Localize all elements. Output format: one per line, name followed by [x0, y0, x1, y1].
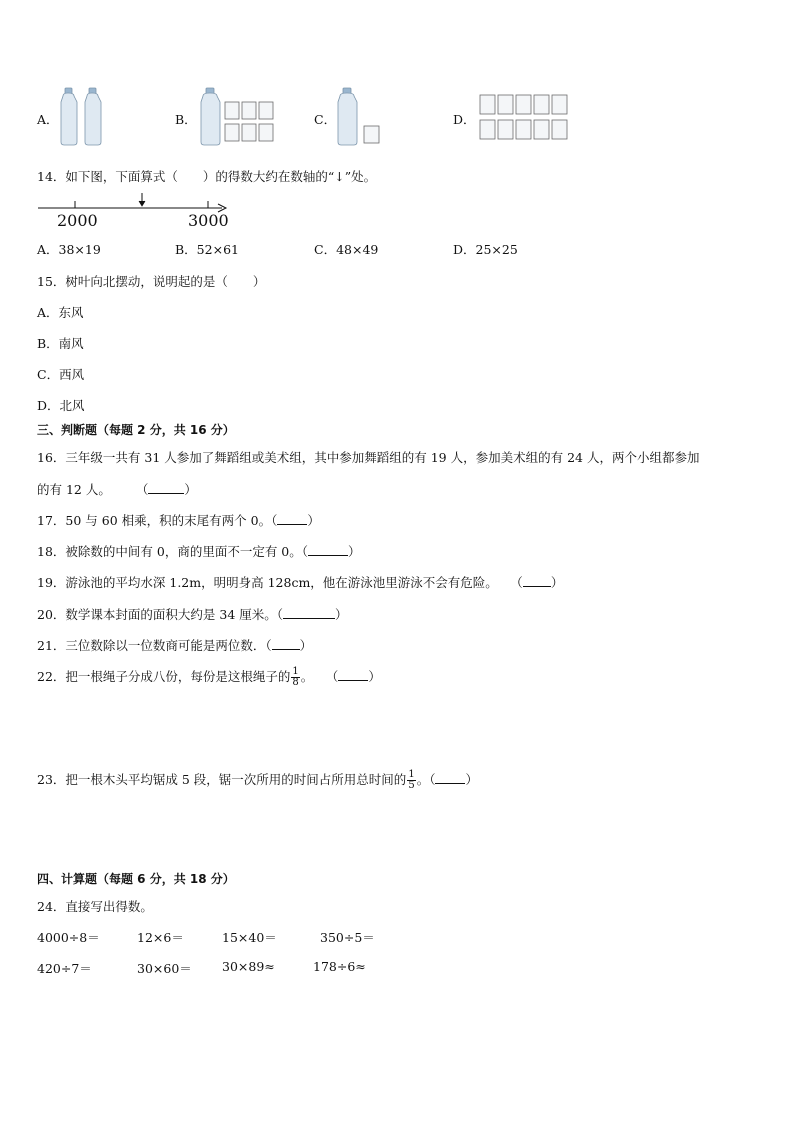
q14-question: 14．如下图，下面算式（ ）的得数大约在数轴的“↓”处。 [37, 169, 377, 184]
q16-line-2: 的有 12 人。 （ ） [37, 482, 197, 497]
calc-item: 12×6＝ [137, 930, 184, 945]
section-3-title: 三、判断题（每题 2 分，共 16 分） [37, 423, 235, 437]
q14-option-c: C．48×49 [314, 242, 379, 257]
fraction-one-fifth: $\frac{1}{5}$ [408, 769, 415, 791]
answer-blank[interactable] [277, 513, 307, 525]
q13-option-a-label: A． [37, 112, 59, 127]
q13-option-c-label: C． [314, 112, 337, 127]
answer-blank[interactable] [272, 638, 300, 650]
calc-item: 30×60＝ [137, 961, 192, 976]
two-bottles-icon [60, 86, 108, 146]
q21: 21．三位数除以一位数商可能是两位数．（ ） [37, 638, 313, 653]
calc-item: 178÷6≈ [313, 959, 366, 974]
q13-option-d-label: D． [453, 112, 476, 127]
q15-option-c: C．西风 [37, 367, 85, 382]
q15-option-a: A．东风 [37, 305, 84, 320]
q15-option-b: B．南风 [37, 336, 84, 351]
q22: 22．把一根绳子分成八份，每份是这根绳子的 $\frac{1}{8}$ 。 （ ） [37, 666, 381, 688]
q16-line-1: 16．三年级一共有 31 人参加了舞蹈组或美术组，其中参加舞蹈组的有 19 人，参加美术组的有 24 人，两个小组都参加 [37, 450, 700, 465]
answer-blank[interactable] [523, 575, 551, 587]
q24-question: 24．直接写出得数。 [37, 899, 153, 914]
fraction-one-eighth: $\frac{1}{8}$ [292, 666, 299, 688]
answer-blank[interactable] [148, 482, 184, 494]
calc-item: 350÷5＝ [320, 930, 375, 945]
calc-item: 30×89≈ [222, 959, 275, 974]
bottle-and-one-glass-icon [337, 86, 387, 146]
answer-blank[interactable] [308, 544, 348, 556]
q15-question: 15．树叶向北摆动，说明起的是（ ） [37, 274, 266, 289]
calc-item: 15×40＝ [222, 930, 277, 945]
answer-blank[interactable] [283, 607, 335, 619]
calc-item: 420÷7＝ [37, 961, 92, 976]
ten-glasses-icon [478, 93, 574, 145]
q15-option-d: D．北风 [37, 398, 85, 413]
q20: 20．数学课本封面的面积大约是 34 厘米。（ ） [37, 607, 348, 622]
q14-option-b: B．52×61 [175, 242, 239, 257]
answer-blank[interactable] [435, 772, 465, 784]
q13-option-b-label: B． [175, 112, 197, 127]
section-4-title: 四、计算题（每题 6 分，共 18 分） [37, 872, 235, 886]
bottle-and-six-glasses-icon [200, 86, 280, 146]
q18: 18．被除数的中间有 0，商的里面不一定有 0。（ ） [37, 544, 361, 559]
answer-blank[interactable] [338, 669, 368, 681]
q17: 17．50 与 60 相乘，积的末尾有两个 0。（ ） [37, 513, 320, 528]
calc-item: 4000÷8＝ [37, 930, 100, 945]
q19: 19．游泳池的平均水深 1.2m，明明身高 128cm，他在游泳池里游泳不会有危险。 （ ） [37, 575, 564, 590]
axis-label-2000: 2000 [57, 211, 98, 230]
q14-option-a: A．38×19 [37, 242, 101, 257]
q14-option-d: D．25×25 [453, 242, 518, 257]
q23: 23．把一根木头平均锯成 5 段，锯一次所用的时间占所用总时间的 $\frac{1}{5}$ 。（ ） [37, 769, 478, 791]
axis-label-3000: 3000 [188, 211, 229, 230]
